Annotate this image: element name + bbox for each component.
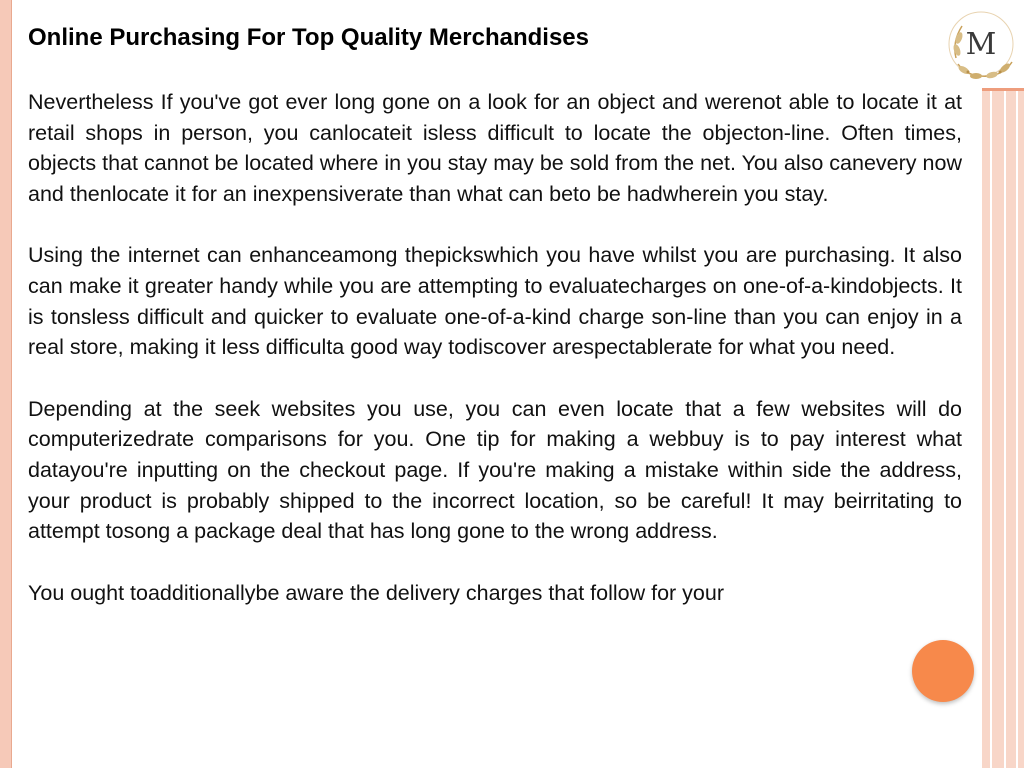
band-line: [1016, 91, 1018, 768]
right-decorative-band: [982, 88, 1024, 768]
paragraph-2: Using the internet can enhanceamong thepickswhich you have whilst you are purchasing. It also can make it greater handy while you are attempting to evaluatecharges on one-of-a-kindobjects. It is tonsless difficult and quicker to evaluate one-of-a-kind charge son-line than you can enjoy in a real store, making it less difficulta good way todiscover arespectablerate for what you need.: [28, 243, 962, 360]
left-decorative-stripe: [0, 0, 12, 768]
page-title: Online Purchasing For Top Quality Merchandises: [28, 24, 589, 51]
logo-letter: M: [965, 27, 997, 62]
paragraph-3: Depending at the seek websites you use, you can even locate that a few websites will do computerizedrate comparisons for you. One tip for making a webbuy is to pay interest what datayou're inputting on the checkout page. If you're making a mistake within side the address, your product is probably shipped to the incorrect location, so be careful! It may beirritating to attempt tosong a package deal that has long gone to the wrong address.: [28, 396, 962, 544]
paragraph-4: You ought toadditionallybe aware the delivery charges that follow for your: [28, 580, 724, 605]
orange-circle-decoration: [912, 640, 974, 702]
band-line: [990, 91, 992, 768]
paragraph-1: Nevertheless If you've got ever long gone on a look for an object and werenot able to locate it at retail shops in person, you canlocateit isless difficult to locate the objecton-line. Often times, objects that cannot be located where in you stay may be sold from the net. You also canevery now and thenlocate it for an inexpensiverate than what can beto be hadwherein you stay.: [28, 90, 962, 206]
document-body: [28, 22, 962, 639]
band-line: [1004, 91, 1006, 768]
